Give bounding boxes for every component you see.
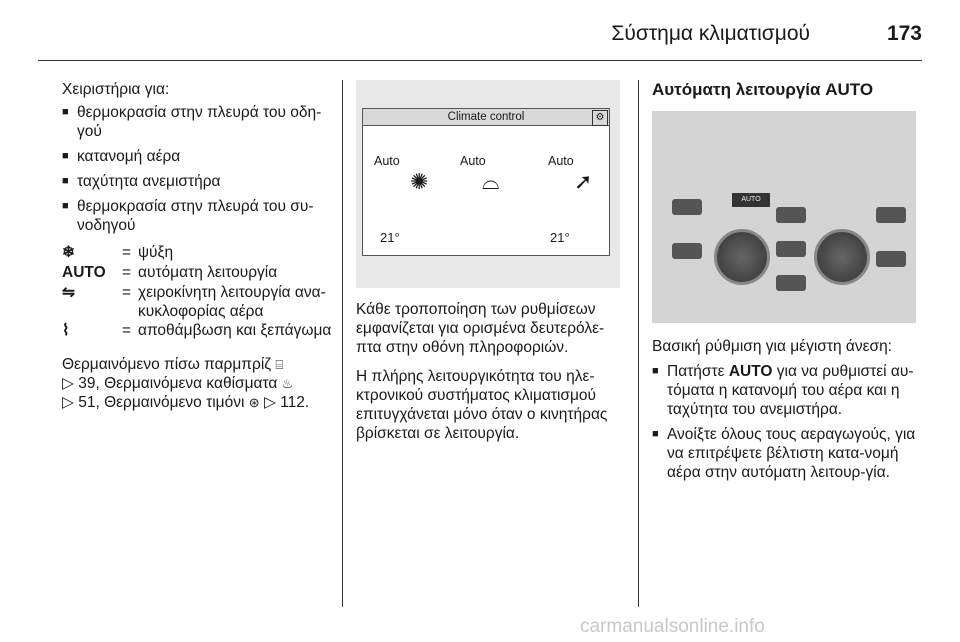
heated-seat-icon: ♨ [281, 376, 294, 391]
ref-arrow-icon: ▷ [263, 394, 276, 411]
car-air-icon: ⌓ [482, 169, 500, 194]
climate-display-illustration [356, 80, 620, 288]
defrost-icon: ⌇ [62, 322, 70, 339]
def-defrost: ⌇ = αποθάμβωση και ξεπάγωμα [62, 322, 332, 339]
column-divider-1 [342, 80, 343, 607]
list-item: ■ κατανομή αέρα [62, 147, 334, 166]
control-panel-photo [652, 111, 916, 323]
header-rule [38, 60, 922, 61]
paragraph: Η πλήρης λειτουργικότητα του ηλε-κτρονικού συστήματος κλιματισμού επιτυγχάνεται μόνο όταν ο κινητήρας βρίσκεται σε λειτουργία. [356, 368, 608, 442]
fan-icon: ✺ [410, 169, 429, 194]
recirculation-icon: ⇋ [62, 284, 75, 301]
def-auto: AUTO = αυτόματη λειτουργία [62, 264, 278, 281]
controls-intro: Χειριστήρια για: [62, 81, 170, 98]
ref-arrow-icon: ▷ [62, 375, 74, 392]
settings-icon: ⚙ [592, 110, 608, 126]
ref-arrow-icon: ▷ [62, 394, 74, 411]
watermark: carmanualsonline.info [580, 616, 765, 637]
cross-references: Θερμαινόμενο πίσω παρμπρίζ ⌸ ▷ 39, Θερμαινόμενα καθίσματα ♨ ▷ 51, Θερμαινόμενο τιμόνι ⊛ ▷ 112. [62, 356, 310, 411]
auto-steps [652, 362, 922, 482]
definitions [62, 243, 334, 341]
temp-left: 21° [380, 230, 400, 245]
list-item: ■ Πατήστε AUTO για να ρυθμιστεί αυ-τόματα η κατανομή του αέρα και η ταχύτητα του ανεμιστήρα. [652, 362, 922, 419]
auto-button: AUTO [732, 193, 770, 207]
mode-label: Auto [548, 154, 574, 168]
display-title: Climate control [362, 108, 610, 126]
column-right [652, 80, 922, 488]
section-heading: Αυτόματη λειτουργία AUTO [652, 80, 874, 99]
paragraph: Κάθε τροποποίηση των ρυθμίσεων εμφανίζεται για ορισμένα δευτερόλε-πτα στην οθόνη πληροφοριών. [356, 301, 605, 356]
controls-list [62, 103, 334, 235]
rear-window-heat-icon: ⌸ [275, 357, 284, 372]
paragraph: Βασική ρύθμιση για μέγιστη άνεση: [652, 338, 892, 355]
list-item: ■ ταχύτητα ανεμιστήρα [62, 172, 334, 191]
seat-airflow-icon: ➚ [574, 169, 593, 194]
column-middle [356, 80, 626, 443]
list-item: ■ Ανοίξτε όλους τους αεραγωγούς, για να επιτρέψετε βέλτιστη κατα-νομή αέρα στην αυτόματη λειτουρ-γία. [652, 425, 922, 482]
mode-label: Auto [374, 154, 400, 168]
temp-right: 21° [550, 230, 570, 245]
temp-knob-right [814, 229, 870, 285]
temp-knob-left [714, 229, 770, 285]
mode-label: Auto [460, 154, 486, 168]
list-item: ■ θερμοκρασία στην πλευρά του συ-νοδηγού [62, 197, 334, 235]
auto-label: AUTO [62, 264, 106, 281]
column-divider-2 [638, 80, 639, 607]
snowflake-icon: ❄ [62, 244, 75, 261]
def-recirculation: ⇋ = χειροκίνητη λειτουργία ανα-κυκλοφορίας αέρα [62, 284, 326, 320]
list-item: ■ θερμοκρασία στην πλευρά του οδη-γού [62, 103, 334, 141]
page-header [0, 0, 960, 62]
page-title: Σύστημα κλιματισμού [611, 22, 810, 45]
heated-wheel-icon: ⊛ [248, 395, 260, 410]
def-cooling: ❄ = ψύξη [62, 244, 174, 261]
column-left [62, 80, 334, 412]
page-number: 173 [886, 22, 922, 45]
